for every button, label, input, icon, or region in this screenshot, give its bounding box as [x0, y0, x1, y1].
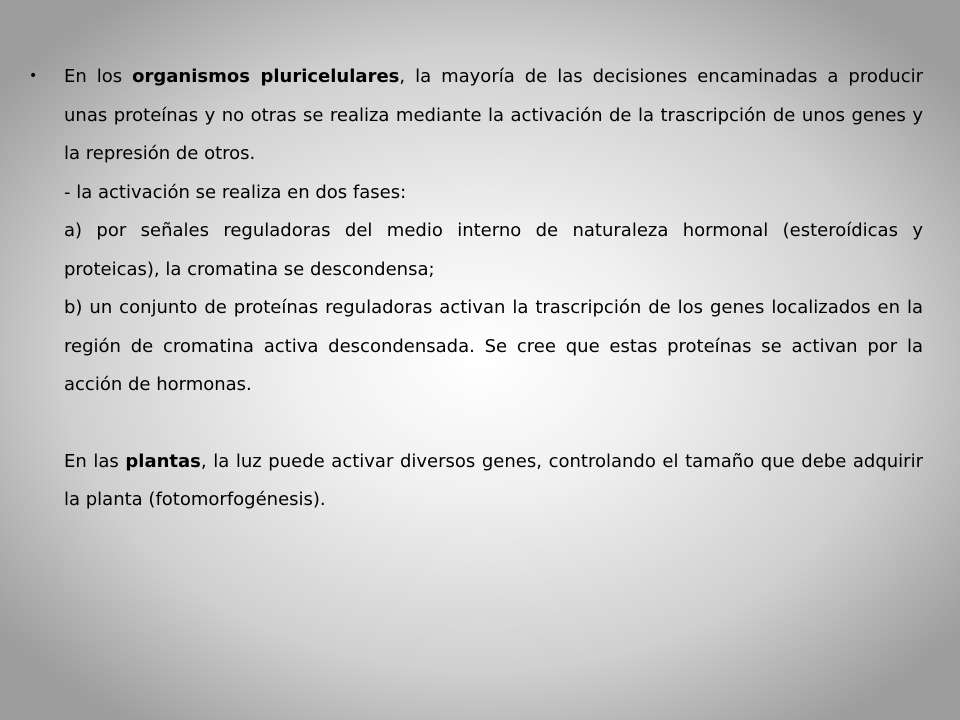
paragraph-fase-a: a) por señales reguladoras del medio interno de naturaleza hormonal (esteroídicas y proteicas), la cromatina se descondensa;	[64, 220, 923, 280]
spacer	[64, 405, 923, 443]
paragraph-pluricelulares	[64, 58, 923, 174]
paragraph-1-text-start: En los	[64, 66, 133, 87]
paragraph-5-text-end: , la luz puede activar diversos genes, controlando el tamaño que debe adquirir la planta (fotomorfogénesis).	[64, 450, 923, 510]
bullet-icon: •	[29, 68, 38, 84]
paragraph-activacion-fases: - la activación se realiza en dos fases:	[64, 181, 407, 203]
bold-term-plantas: plantas	[125, 450, 201, 472]
slide-body	[64, 58, 923, 520]
paragraph-1-text-end: , la mayoría de las decisiones encaminadas a producir unas proteínas y no otras se realiza mediante la activación de la trascripción de unos genes y la represión de otros.	[64, 66, 924, 164]
bold-term-organismos: organismos pluricelulares	[132, 66, 400, 87]
paragraph-fase-b: b) un conjunto de proteínas reguladoras activan la trascripción de los genes localizados en la región de cromatina activa descondensada. Se cree que estas proteínas se activan por la acción de hormonas.	[64, 297, 923, 395]
paragraph-plantas	[64, 443, 923, 520]
paragraph-5-text-start: En las	[64, 450, 126, 472]
